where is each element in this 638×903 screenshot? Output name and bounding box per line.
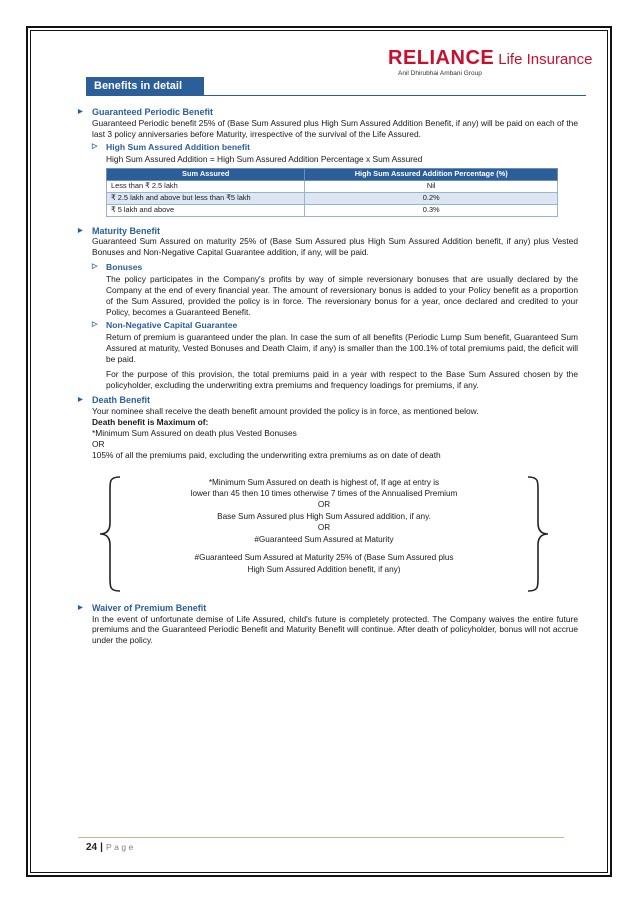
footer-separator: | [100,842,103,853]
nncg-text-1: Return of premium is guaranteed under the plan. In case the sum of all benefits (Periodic Lump Sum benefit, Guaranteed Sum Assured at maturity, Vested Bonuses and Death Claim, if any) is smaller than the 100.1% of total premiums paid, the deficit will be paid. [106,331,578,364]
death-max-label: Death benefit is Maximum of: [92,417,209,428]
logo-brand: RELIANCE [388,47,495,69]
death-line-2: 105% of all the premiums paid, excluding the underwriting extra premiums as on date of death [92,449,441,460]
page-footer [86,842,136,853]
table-row [107,204,558,216]
brace-line: #Guaranteed Sum Assured at Maturity [254,534,394,544]
bonuses-title: ▷ Bonuses [78,262,578,273]
death-text: Your nominee shall receive the death benefit amount provided the policy is in force, as mentioned below. [92,406,479,417]
table-cell: Nil [305,180,558,192]
page-label: Page [105,842,136,852]
table-cell: 0.3% [305,204,558,216]
table-header-cell: High Sum Assured Addition Percentage (%) [305,168,558,180]
hsa-table [106,168,558,217]
waiver-title: ▶ Waiver of Premium Benefit [78,603,578,614]
brace-line: High Sum Assured Addition benefit, if any) [247,564,401,574]
nncg-text-2: For the purpose of this provision, the total premiums paid in a year with respect to the Base Sum Assured chosen by the policyholder, excluding the underwriting extra premiums and frequency loadings for premiums, if any. [106,369,578,391]
nncg-title: ▷ Non-Negative Capital Guarantee [78,320,578,331]
brace-line: #Guaranteed Sum Assured at Maturity 25% of (Base Sum Assured plus [194,553,454,563]
death-title: ▶ Death Benefit [78,395,578,406]
gpb-title: ▶ Guaranteed Periodic Benefit [78,107,578,118]
header-rule [86,95,586,96]
brace-line: lower than 45 then 10 times otherwise 7 times of the Annualised Premium [190,489,458,499]
footer-rule [78,837,564,838]
table-header-cell: Sum Assured [107,168,305,180]
brace-line: Base Sum Assured plus High Sum Assured addition, if any. [217,511,431,521]
logo-product: Life Insurance [498,51,593,68]
logo-group: Anil Dhirubhai Ambani Group [398,70,482,77]
brace-or: OR [317,523,331,533]
hsa-formula: High Sum Assured Addition = High Sum Assured Addition Percentage x Sum Assured [106,153,423,164]
brace-line: *Minimum Sum Assured on death is highest of, If age at entry is [208,477,440,487]
gpb-text: Guaranteed Periodic benefit 25% of (Base Sum Assured plus High Sum Assured Addition Benefit, if any) will be paid on each of the last 3 policy anniversaries before Maturity, irrespective of the survival of the Life Assured. [92,117,578,139]
table-cell: 0.2% [305,192,558,204]
document-body [78,104,578,646]
table-cell: ₹ 5 lakh and above [107,204,305,216]
table-header-row [107,168,558,180]
left-brace-icon [98,475,122,593]
brace-or: OR [317,500,331,510]
table-cell: ₹ 2.5 lakh and above but less than ₹5 lakh [107,192,305,204]
page-number: 24 [86,842,98,853]
brace-text [138,477,510,575]
right-brace-icon [526,475,550,593]
logo-wordmark [388,47,598,70]
maturity-title: ▶ Maturity Benefit [78,226,578,237]
section-header: Benefits in detail [86,77,204,95]
reliance-logo [388,47,598,83]
table-row [107,180,558,192]
bonuses-text: The policy participates in the Company's profits by way of simple reversionary bonuses that are usually declared by the Company at the end of every financial year. The amount of reversionary bonus is added to your Policy benefit as a proportion of the Sum Assured, provided the policy is in force. The reversionary bonus for a year, once declared and credited to your Policy, becomes a Guaranteed Benefit. [106,274,578,317]
table-row [107,192,558,204]
death-line-1: *Minimum Sum Assured on death plus Vested Bonuses [92,427,297,438]
table-cell: Less than ₹ 2.5 lakh [107,180,305,192]
waiver-text: In the event of unfortunate demise of Life Assured, child's future is completely protected. The Company waives the entire future premiums and the Guaranteed Periodic Benefit and Maturity Benefit will continue. After death of policyholder, bonus will not accrue under the policy. [92,613,578,646]
death-or: OR [92,438,105,449]
hsa-title: ▷ High Sum Assured Addition benefit [78,142,578,153]
death-brace-box [98,475,550,593]
maturity-text: Guaranteed Sum Assured on maturity 25% of (Base Sum Assured plus High Sum Assured Addition benefit, if any) plus Vested Bonuses and Non-Negative Capital Guarantee addition, if any, will be paid. [92,236,578,258]
